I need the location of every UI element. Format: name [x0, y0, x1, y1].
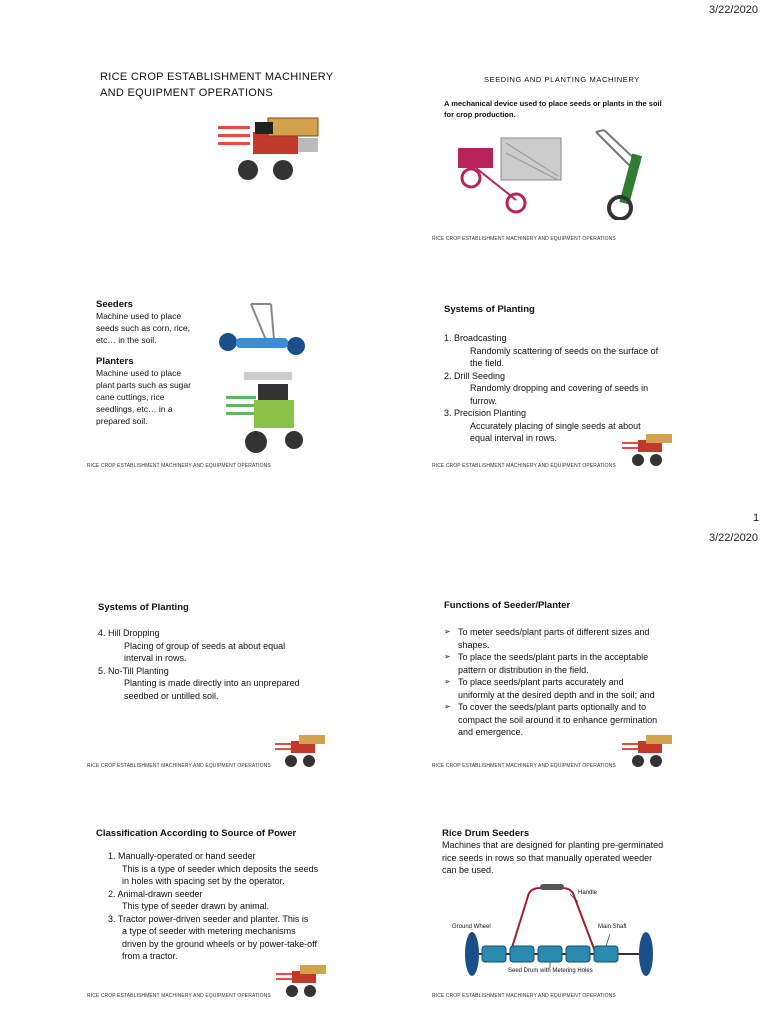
slide5-footer: RICE CROP ESTABLISHMENT MACHINERY AND EQUIPMENT OPERATIONS	[87, 763, 271, 769]
slide6-bullet-1-line-2: shapes.	[458, 639, 490, 650]
slide6-bullet-2	[444, 651, 657, 676]
slide6-bullet-4-line-2: compact the soil around it to enhance germination	[458, 714, 658, 725]
planters-line-5: prepared soil.	[96, 416, 148, 426]
slide6-content	[444, 600, 657, 739]
slide7-item-1-label: 1. Manually-operated or hand seeder	[108, 851, 256, 861]
slide7-item-3-label: 3. Tractor power-driven seeder and planter. This is	[108, 913, 309, 924]
slide4-heading: Systems of Planting	[444, 304, 535, 315]
slide5-item-4-label: 4. Hill Dropping	[98, 628, 160, 638]
label-seed-drum: Seed Drum with Metering Holes	[508, 968, 593, 974]
planters-line-3: cane cuttings, rice	[96, 392, 165, 402]
slide7-footer: RICE CROP ESTABLISHMENT MACHINERY AND EQUIPMENT OPERATIONS	[87, 993, 271, 999]
slide2-footer: RICE CROP ESTABLISHMENT MACHINERY AND EQUIPMENT OPERATIONS	[432, 236, 616, 242]
slide7-item-3-desc-1: a type of seeder with metering mechanisms	[122, 926, 296, 936]
slide7-item-2-desc-1: This type of seeder drawn by animal.	[122, 901, 270, 911]
slide6-bullet-2-line-2: pattern or distribution in the field.	[458, 664, 589, 675]
seeders-line-3: etc… in the soil.	[96, 335, 157, 345]
slide7-item-1-desc-2: in holes with spacing set by the operator.	[122, 876, 285, 886]
planters-line-1: Machine used to place	[96, 368, 182, 378]
slide8-heading: Rice Drum Seeders	[442, 828, 530, 839]
label-ground-wheel: Ground Wheel	[452, 924, 491, 930]
slide2-desc-line1: A mechanical device used to place seeds or plants in the soil	[444, 99, 662, 108]
slide6-bullet-1-line-1: ➢ To meter seeds/plant parts of different sizes and	[458, 627, 650, 637]
slide6-bullet-3-line-2: uniformly at the desired depth and in the soil; and	[458, 689, 655, 700]
slide1-title-line1: RICE CROP ESTABLISHMENT MACHINERY	[100, 71, 334, 83]
slide4-item-2-desc-2: furrow.	[470, 395, 498, 406]
slide4-footer: RICE CROP ESTABLISHMENT MACHINERY AND EQUIPMENT OPERATIONS	[432, 463, 616, 469]
slide6-bullet-3	[444, 676, 657, 701]
slide4-item-2-label: 2. Drill Seeding	[444, 370, 506, 381]
slide4-item-2-desc-1: Randomly dropping and covering of seeds in	[470, 383, 649, 393]
slide5-heading: Systems of Planting	[98, 602, 189, 613]
planters-line-2: plant parts such as sugar	[96, 380, 191, 390]
slide7-item-2-label: 2. Animal-drawn seeder	[108, 888, 203, 899]
page-number: 1	[753, 512, 760, 524]
rice-transplanter-image	[213, 112, 328, 184]
planter-machine-image	[216, 370, 312, 456]
slide6-bullet-4-line-3: and emergence.	[458, 727, 524, 737]
mechanical-transplanter-image	[446, 128, 566, 218]
slide7-item-3-desc-3: from a tractor.	[122, 951, 178, 961]
slide4-transplanter-thumbnail	[620, 432, 678, 468]
slide4-item-3-label: 3. Precision Planting	[444, 408, 527, 418]
slide5-item-5-label: 5. No-Till Planting	[98, 665, 169, 676]
slide6-heading: Functions of Seeder/Planter	[444, 600, 571, 611]
slide6-bullet-2-line-1: ➢ To place the seeds/plant parts in the acceptable	[458, 652, 649, 662]
slide3-content	[96, 299, 191, 427]
slide6-bullet-list	[444, 626, 657, 739]
seeders-line-1: Machine used to place	[96, 311, 182, 321]
slide4-item-1-desc-2: the field.	[470, 358, 505, 368]
slide2-desc-line2: for crop production.	[444, 110, 516, 119]
slide5-transplanter-thumbnail	[273, 733, 331, 769]
drum-seeder-diagram	[450, 882, 665, 980]
page2-date: 3/22/2020	[709, 532, 758, 544]
slide8-line-2: rice seeds in rows so that manually operated weeder	[442, 852, 653, 863]
drum-seeder-image	[216, 300, 308, 366]
slide1-title-line2: AND EQUIPMENT OPERATIONS	[100, 87, 274, 99]
seeders-heading: Seeders	[96, 299, 133, 310]
seeders-line-2: seeds such as corn, rice,	[96, 323, 191, 333]
slide8-line-3: can be used.	[442, 865, 494, 875]
slide5-content	[98, 602, 300, 702]
slide4-item-3-desc-2: equal interval in rows.	[470, 433, 558, 443]
slide5-item-5-desc-1: Planting is made directly into an unprepared	[124, 678, 300, 688]
slide7-content	[96, 828, 318, 963]
slide6-transplanter-thumbnail	[620, 733, 678, 769]
slide6-bullet-3-line-1: ➢ To place seeds/plant parts accurately and	[458, 677, 624, 687]
label-handle: Handle	[578, 890, 598, 896]
slide8-footer: RICE CROP ESTABLISHMENT MACHINERY AND EQUIPMENT OPERATIONS	[432, 993, 616, 999]
planters-heading: Planters	[96, 356, 134, 367]
slide6-footer: RICE CROP ESTABLISHMENT MACHINERY AND EQUIPMENT OPERATIONS	[432, 763, 616, 769]
slide3-footer: RICE CROP ESTABLISHMENT MACHINERY AND EQUIPMENT OPERATIONS	[87, 463, 271, 469]
planters-line-4: seedlings, etc… in a	[96, 404, 173, 414]
slide8-line-1: Machines that are designed for planting pre-germinated	[442, 840, 664, 850]
slide4-item-1-label: 1. Broadcasting	[444, 333, 507, 343]
slide1-title	[100, 69, 333, 101]
slide7-item-3-desc-2: driven by the ground wheels or by power-take-off	[122, 938, 317, 949]
slide5-item-5-desc-2: seedbed or untilled soil.	[124, 690, 219, 701]
slide2-description	[444, 98, 662, 120]
slide7-heading: Classification According to Source of Power	[96, 828, 297, 839]
slide2-title: SEEDING AND PLANTING MACHINERY	[484, 75, 640, 84]
slide5-item-4-desc-1: Placing of group of seeds at about equal	[124, 640, 286, 651]
slide6-bullet-4-line-1: ➢ To cover the seeds/plant parts optionally and to	[458, 702, 647, 712]
slide4-item-3-desc-1: Accurately placing of single seeds at about	[470, 420, 641, 431]
label-main-shaft: Main Shaft	[598, 924, 627, 930]
slide4-content	[444, 304, 658, 445]
manual-seeder-image	[590, 128, 660, 220]
slide6-bullet-1	[444, 626, 657, 651]
slide7-transplanter-thumbnail	[274, 963, 332, 999]
slide5-item-4-desc-2: interval in rows.	[124, 653, 187, 663]
slide8-content	[442, 828, 663, 877]
page1-date: 3/22/2020	[709, 4, 758, 16]
slide4-item-1-desc-1: Randomly scattering of seeds on the surface of	[470, 345, 659, 356]
slide7-item-1-desc-1: This is a type of seeder which deposits the seeds	[122, 863, 319, 874]
